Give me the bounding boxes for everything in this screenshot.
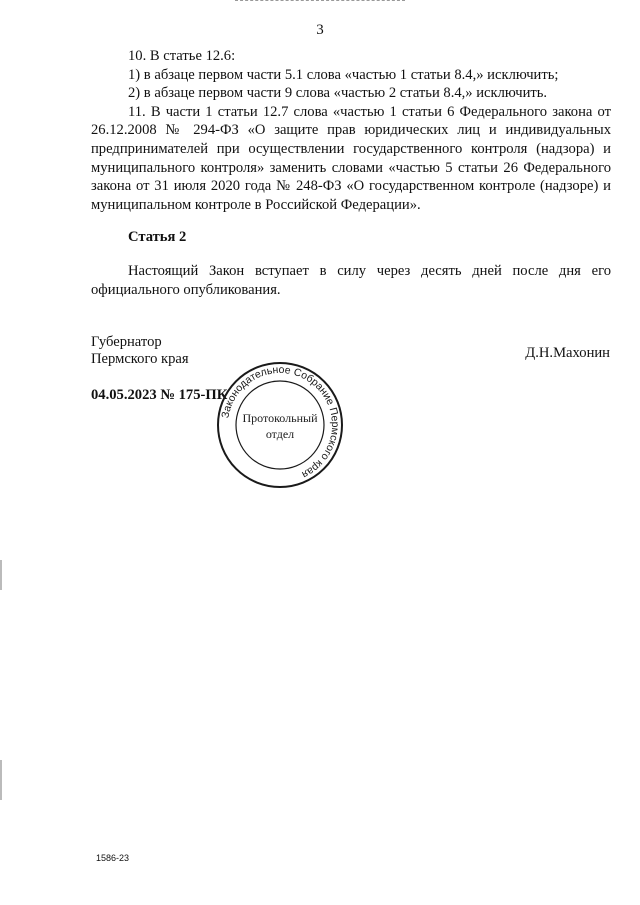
stamp-center-line1: Протокольный xyxy=(242,411,318,425)
stamp-center-line2: отдел xyxy=(265,427,295,441)
official-stamp xyxy=(210,360,350,490)
amendment-item-10: 10. В статье 12.6: xyxy=(128,48,236,64)
top-edge-mark xyxy=(235,0,405,3)
stamp-ring-text: Законодательное Собрание Пермского края xyxy=(219,363,342,481)
signature-title-line1: Губернатор xyxy=(91,334,162,350)
amendment-subitem-2: 2) в абзаце первом части 9 слова «частью 2 статьи 8.4,» исключить. xyxy=(128,85,548,102)
page-number: 3 xyxy=(316,22,324,38)
signature-title xyxy=(91,334,189,368)
law-date-number: 04.05.2023 № 175-ПК xyxy=(91,387,228,403)
stamp-inner-ring xyxy=(236,381,324,469)
amendment-item-11: 11. В части 1 статьи 12.7 слова «частью 1 статьи 6 Федерального закона от 26.12.2008 № 294-ФЗ «О защите прав юридических лиц и индивидуальных предпринимателей при осуществлении государственного контроля (надзора) и муниципального контроля» заменить словами «частью 5 статьи 26 Федерального закона от 31 июля 2020 года № 248-ФЗ «О государственном контроле (надзоре) и муниципальном контроле в Российской Федерации». xyxy=(91,103,611,213)
signature-title-line2: Пермского края xyxy=(91,351,189,367)
article-2-body xyxy=(91,262,611,299)
amendment-subitem-1: 1) в абзаце первом части 5.1 слова «частью 1 статьи 8.4,» исключить; xyxy=(128,66,559,83)
footer-code: 1586-23 xyxy=(96,853,130,863)
article-2-heading: Статья 2 xyxy=(128,229,187,245)
amendments-block xyxy=(91,47,611,214)
stamp-outer-ring xyxy=(218,363,342,487)
signatory-name: Д.Н.Махонин xyxy=(525,345,610,361)
left-edge-mark xyxy=(0,560,2,590)
left-edge-mark xyxy=(0,760,2,800)
article-2-text: Настоящий Закон вступает в силу через десять дней после дня его официального опубликования. xyxy=(91,263,611,298)
